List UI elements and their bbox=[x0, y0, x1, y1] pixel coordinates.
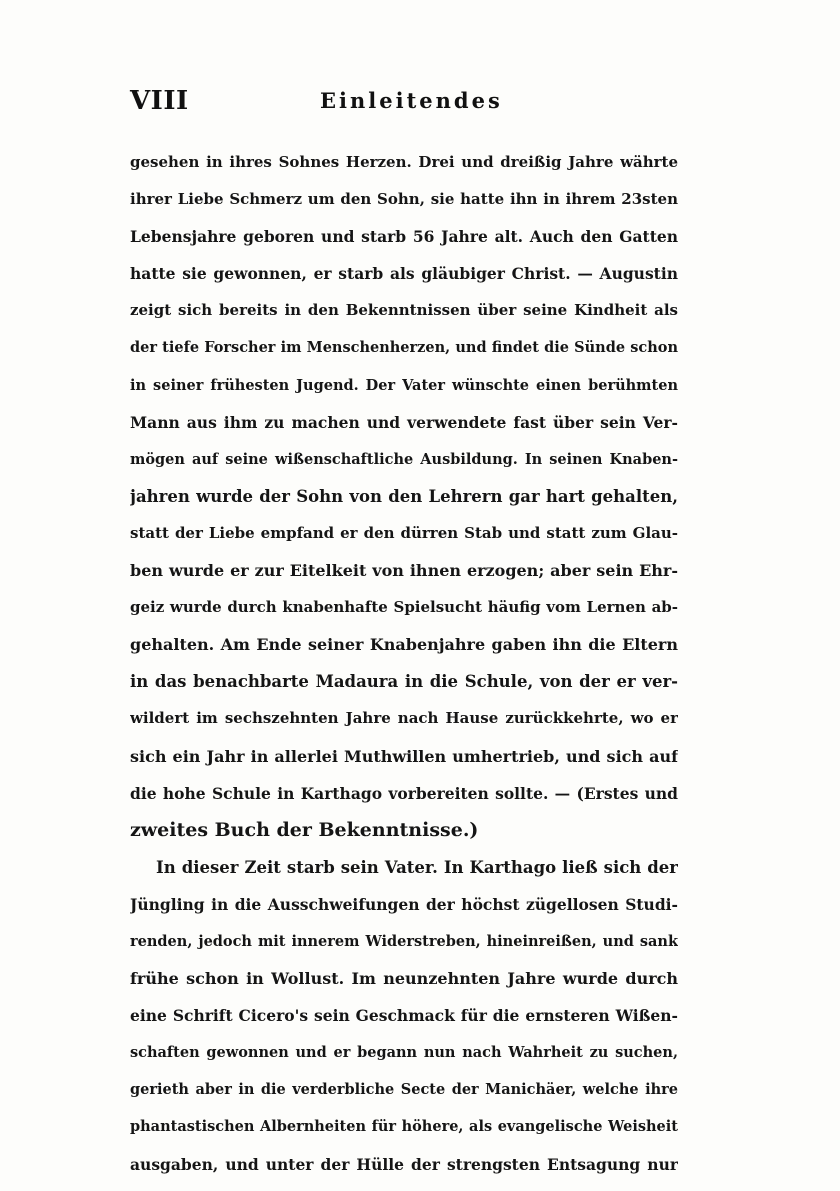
text-line: ihrer Liebe Schmerz um den Sohn, sie hatte ihn in ihrem 23sten bbox=[130, 190, 678, 209]
text-line: gerieth aber in die verderbliche Secte der Manichäer, welche ihre bbox=[130, 1081, 678, 1099]
text-line: die hohe Schule in Karthago vorbereiten sollte. — (Erstes und bbox=[130, 783, 678, 803]
running-title: Einleitendes bbox=[320, 88, 503, 113]
text-line: in seiner frühesten Jugend. Der Vater wünschte einen berühmten bbox=[130, 376, 678, 394]
running-head bbox=[130, 86, 678, 126]
text-line: zweites Buch der Bekenntnisse.) bbox=[130, 818, 479, 841]
text-line: hatte sie gewonnen, er starb als gläubiger Christ. — Augustin bbox=[130, 264, 678, 284]
text-line: in das benachbarte Madaura in die Schule, von der er ver- bbox=[130, 672, 678, 692]
paragraph-1 bbox=[130, 144, 678, 849]
text-line: In dieser Zeit starb sein Vater. In Karthago ließ sich der bbox=[156, 857, 678, 877]
text-line: mögen auf seine wißenschaftliche Ausbildung. In seinen Knaben- bbox=[130, 450, 678, 468]
text-line: Lebensjahre geboren und starb 56 Jahre alt. Auch den Gatten bbox=[130, 227, 678, 247]
text-line: wildert im sechszehnten Jahre nach Hause zurückkehrte, wo er bbox=[130, 709, 678, 728]
text-line: geiz wurde durch knabenhafte Spielsucht häufig vom Lernen ab- bbox=[130, 598, 678, 617]
text-line: ben wurde er zur Eitelkeit von ihnen erzogen; aber sein Ehr- bbox=[130, 561, 678, 581]
text-line: Jüngling in die Ausschweifungen der höchst zügellosen Studi- bbox=[130, 894, 678, 914]
text-line: gesehen in ihres Sohnes Herzen. Drei und dreißig Jahre währte bbox=[130, 153, 678, 171]
text-line: ausgaben, und unter der Hülle der strengsten Entsagung nur bbox=[130, 1154, 678, 1174]
text-line: frühe schon in Wollust. Im neunzehnten Jahre wurde durch bbox=[130, 969, 678, 989]
text-line: eine Schrift Cicero's sein Geschmack für die ernsteren Wißen- bbox=[130, 1006, 678, 1026]
text-line: gehalten. Am Ende seiner Knabenjahre gaben ihn die Eltern bbox=[130, 635, 678, 655]
paragraph-2 bbox=[130, 849, 678, 1183]
text-line: zeigt sich bereits in den Bekenntnissen über seine Kindheit als bbox=[130, 301, 678, 320]
body-text bbox=[130, 144, 678, 1183]
text-line: statt der Liebe empfand er den dürren Stab und statt zum Glau- bbox=[130, 523, 678, 542]
text-line: renden, jedoch mit innerem Widerstreben, hineinreißen, und sank bbox=[130, 932, 678, 950]
text-line: Mann aus ihm zu machen und verwendete fast über sein Ver- bbox=[130, 412, 678, 432]
text-line: schaften gewonnen und er begann nun nach Wahrheit zu suchen, bbox=[130, 1044, 678, 1062]
text-line: jahren wurde der Sohn von den Lehrern gar hart gehalten, bbox=[130, 486, 678, 506]
page-number: VIII bbox=[130, 86, 189, 116]
text-line: sich ein Jahr in allerlei Muthwillen umhertrieb, und sich auf bbox=[130, 746, 678, 766]
text-line: phantastischen Albernheiten für höhere, als evangelische Weisheit bbox=[130, 1118, 678, 1136]
text-line: der tiefe Forscher im Menschenherzen, und findet die Sünde schon bbox=[130, 339, 678, 357]
